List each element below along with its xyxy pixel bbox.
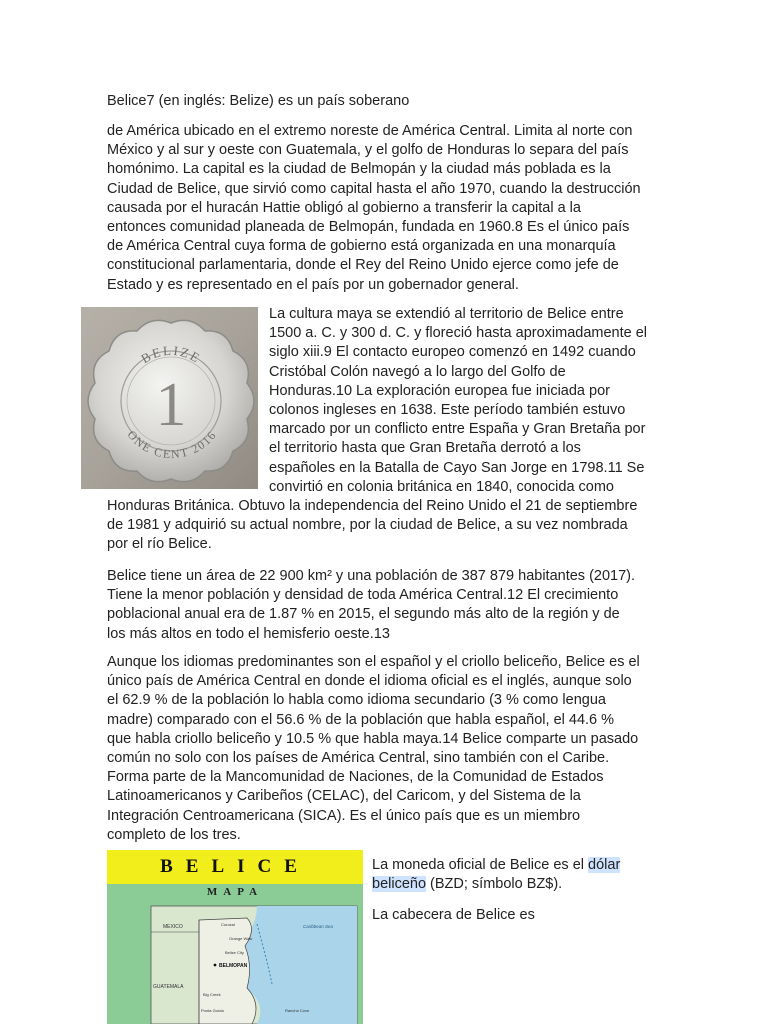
- belize-map: [107, 850, 363, 1024]
- text-line: entonces comunidad planeada de Belmopán, fundada en 1960.8 Es el único país: [107, 219, 630, 236]
- text-line: Integración Centroamericana (SICA). Es el único país que es un miembro: [107, 807, 581, 824]
- map-label-mexico: MEXICO: [163, 924, 183, 930]
- text-line: de América ubicado en el extremo noreste de América Central. Limita al norte con: [107, 123, 633, 139]
- map-title: BELICE: [107, 850, 363, 884]
- text-line: colonos ingleses en 1638. Este período también estuvo: [269, 402, 626, 419]
- map-label-belize-city: Belize City: [225, 950, 244, 955]
- currency-link-highlight[interactable]: beliceño: [372, 876, 427, 893]
- map-drawing: [107, 884, 363, 1024]
- text-line: de 1981 y adquirió su actual nombre, por la ciudad de Belice, a su vez nombrada: [107, 517, 628, 534]
- text-line: el territorio hasta que Gran Bretaña derrotó a los: [269, 440, 581, 457]
- paragraph-languages: [107, 653, 667, 845]
- map-label-guatemala: GUATEMALA: [153, 984, 184, 990]
- text-line: por el río Belice.: [107, 536, 212, 553]
- text-line: marcado por un conflicto entre España y Gran Bretaña por: [269, 421, 646, 438]
- coin-bottom-text: ONE CENT 2016: [124, 427, 220, 462]
- map-label-caribbean: Caribbean Sea: [303, 924, 334, 929]
- text-line: Belice tiene un área de 22 900 km² y una población de 387 879 habitantes (2017).: [107, 568, 636, 584]
- intro-line: Belice7 (en inglés: Belize) es un país soberano: [107, 93, 410, 109]
- coin-top-text: BELIZE: [138, 342, 204, 367]
- text-line: los más altos en todo el hemisferio oeste.13: [107, 625, 390, 642]
- text-line: Ciudad de Belice, que sirvió como capital hasta el año 1970, cuando la destrucción: [107, 180, 641, 197]
- paragraph-geography: [107, 122, 667, 295]
- text-line: Estado y es representado en el país por un gobernador general.: [107, 276, 519, 293]
- text-line: completo de los tres.: [107, 826, 241, 843]
- map-label-corozal: Corozal: [221, 922, 235, 927]
- text-line: único país de América Central en donde el idioma oficial es el inglés, aunque solo: [107, 673, 632, 690]
- text-line: Tiene la menor población y densidad de toda América Central.12 El crecimiento: [107, 587, 619, 604]
- text-line: 1500 a. C. y 300 d. C. y floreció hasta aproximadamente el: [269, 325, 648, 342]
- paragraph-history-wrap: [269, 305, 669, 497]
- text-line: poblacional anual era de 1.87 % en 2015, el segundo más alto de la región y de: [107, 606, 620, 623]
- map-label-rancho: Rancho Cove: [285, 1008, 310, 1013]
- text-line: causada por el huracán Hattie obligó al gobierno a transferir la capital a la: [107, 199, 581, 216]
- text-line: el 62.9 % de la población lo habla como idioma secundario (3 % como lengua: [107, 692, 606, 709]
- currency-text-pre: La moneda oficial de Belice es el: [372, 857, 589, 873]
- paragraph-currency: [372, 856, 672, 894]
- text-line: Aunque los idiomas predominantes son el español y el criollo beliceño, Belice es el: [107, 654, 640, 670]
- text-line: siglo xiii.9 El contacto europeo comenzó en 1492 cuando: [269, 344, 636, 361]
- map-subtitle: MAPA: [206, 886, 264, 898]
- paragraph-history-cont: [107, 497, 667, 555]
- text-line: Honduras.10 La exploración europea fue iniciada por: [269, 382, 610, 399]
- text-line: Honduras Británica. Obtuvo la independencia del Reino Unido el 21 de septiembre: [107, 498, 638, 514]
- text-line: Cristóbal Colón navegó a lo largo del Golfo de: [269, 363, 566, 380]
- map-label-big-creek: Big Creek: [203, 992, 221, 997]
- currency-text-post: (BZD; símbolo BZ$).: [426, 876, 563, 893]
- map-label-orange-walk: Orange Walk: [229, 936, 253, 941]
- text-line: madre) comparado con el 56.6 % de la población que habla español, el 44.6 %: [107, 711, 615, 728]
- coin-image: [81, 307, 258, 489]
- coin-photo: [81, 307, 258, 489]
- map-label-punta-gorda: Punta Gorda: [201, 1008, 224, 1013]
- text-line: México y al sur y oeste con Guatemala, y el golfo de Honduras lo separa del país: [107, 142, 629, 159]
- text-line: convirtió en colonia británica en 1840, conocida como: [269, 478, 614, 495]
- text-line: que habla criollo beliceño y 10.5 % que habla maya.14 Belice comparte un pasado: [107, 730, 639, 747]
- text-line: españoles en la Batalla de Cayo San Jorge en 1798.11 Se: [269, 459, 645, 476]
- paragraph-population: [107, 567, 667, 644]
- text-line: [372, 875, 672, 894]
- text-line: constitucional parlamentaria, donde el Rey del Reino Unido ejerce como jefe de: [107, 257, 619, 274]
- text-line: de América Central cuya forma de gobierno está organizada en una monarquía: [107, 238, 616, 255]
- map-label-belmopan: BELMOPAN: [219, 963, 248, 969]
- text-line: homónimo. La capital es la ciudad de Belmopán y la ciudad más poblada es la: [107, 161, 611, 178]
- text-line: La cultura maya se extendió al territorio de Belice entre: [269, 306, 624, 322]
- paragraph-cabecera: La cabecera de Belice es: [372, 907, 535, 923]
- coin-numeral: 1: [155, 371, 187, 439]
- text-line: común no solo con los países de América Central, sino también con el Caribe.: [107, 750, 610, 767]
- text-line: Latinoamericanos y Caribeños (CELAC), del Caricom, y del Sistema de la: [107, 788, 581, 805]
- currency-link-highlight[interactable]: dólar: [588, 857, 621, 873]
- text-line: [372, 856, 672, 875]
- text-line: Forma parte de la Mancomunidad de Naciones, de la Comunidad de Estados: [107, 769, 604, 786]
